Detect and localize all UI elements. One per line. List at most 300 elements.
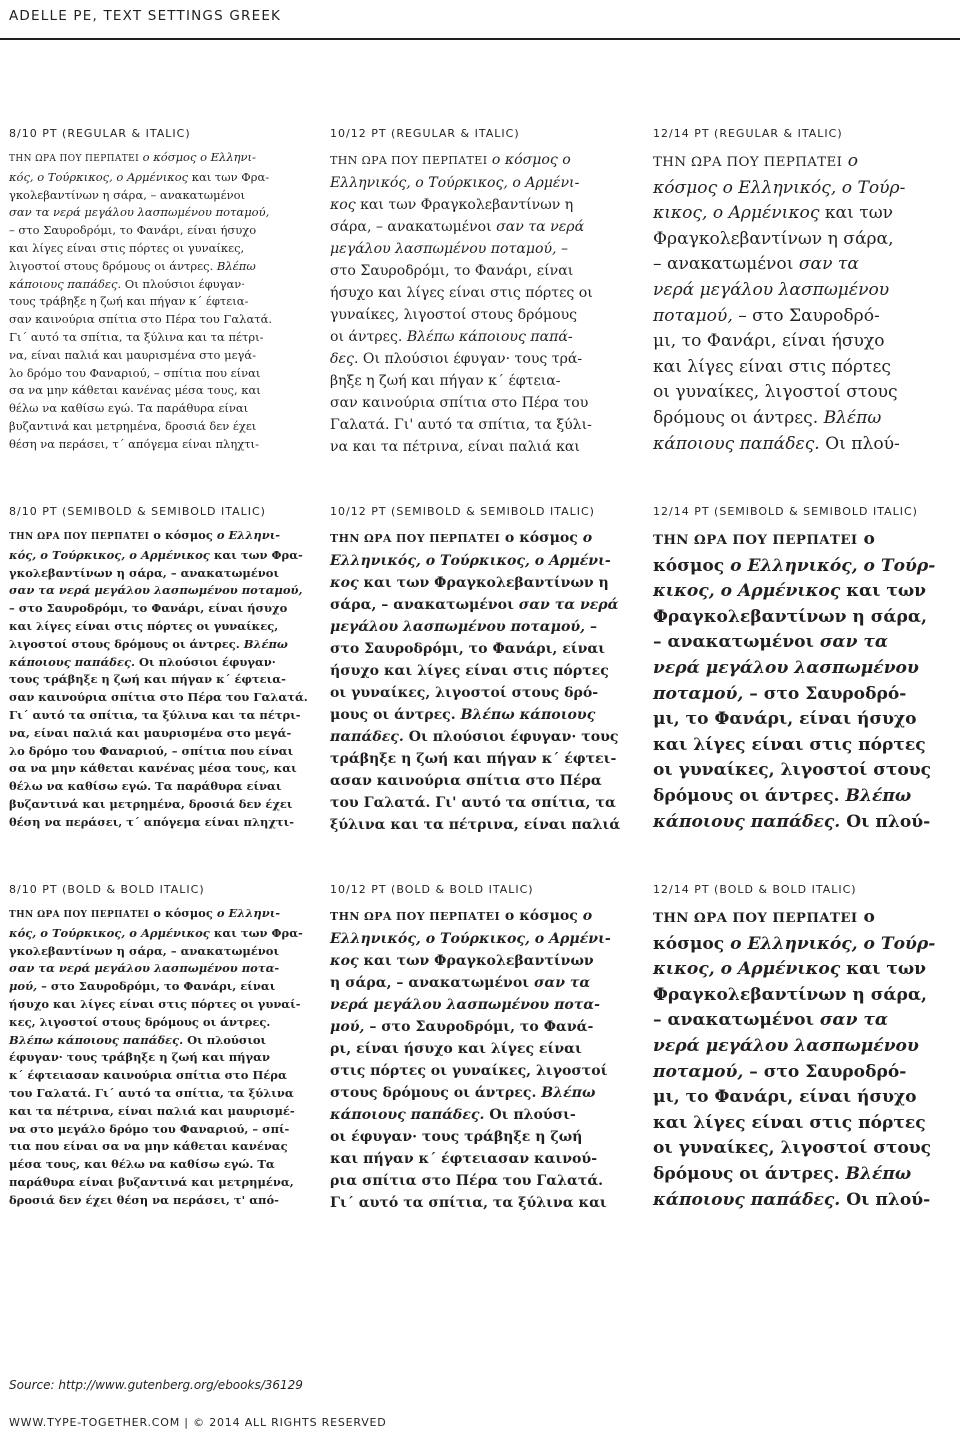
text-run: Γι΄ αυτό τα σπίτια, τα ξύλινα και τα πέτρι-: [9, 707, 301, 722]
text-run: και των: [840, 581, 927, 602]
text-run: Βλέπω κάποιους παπάδες.: [9, 1032, 184, 1047]
text-run: σαν τα: [819, 632, 889, 653]
text-run: Οι πλού-: [840, 811, 931, 832]
text-run: ο: [857, 907, 875, 927]
text-run: Βλέπω: [823, 407, 882, 428]
text-run: σαν καινούρια σπίτια στο Πέρα του Γαλατά.: [9, 690, 308, 705]
text-run: μι, το Φανάρι, είναι ήσυχο: [653, 709, 917, 730]
specimen-line: [9, 204, 272, 222]
specimen-line: [653, 605, 935, 631]
source-citation: Source: http://www.gutenberg.org/ebooks/36129: [9, 1378, 303, 1392]
specimen-line: [9, 618, 308, 636]
specimen-bold-12-14: [653, 883, 935, 1213]
specimen-line: [653, 554, 935, 580]
specimen-line: [9, 1085, 303, 1103]
specimen-paragraph: [653, 527, 935, 835]
text-run: και των Φραγκολεβαντίνων η: [358, 575, 609, 591]
specimen-line: [653, 1085, 935, 1111]
specimen-line: [330, 594, 620, 616]
text-run: και λίγες είναι στις πόρτες οι γυναίκες,: [9, 240, 245, 255]
text-run: κόσμος: [653, 555, 731, 576]
specimen-line: [9, 725, 308, 743]
specimen-line: [330, 792, 620, 814]
text-run: σα να μην κάθεται κανένας μέσα τους, και: [9, 761, 297, 776]
text-run: λο δρόμο του Φαναριού, – σπίτια που είναι: [9, 365, 261, 380]
specimen-line: [330, 1060, 611, 1082]
specimen-line: [9, 1192, 303, 1210]
text-run: – στο Σαυροδρόμι, το Φανά-: [364, 1019, 594, 1035]
specimen-line: [653, 1060, 935, 1086]
specimen-line: [9, 796, 308, 814]
header-rule: [0, 38, 960, 40]
specimen-line: [330, 616, 620, 638]
text-run: στο Σαυροδρόμι, το Φανάρι, είναι: [330, 263, 574, 279]
specimen-line: [330, 704, 620, 726]
specimen-line: [9, 276, 272, 294]
text-run: βυζαντινά και μετρημένα, δροσιά δεν έχει: [9, 796, 293, 811]
text-run: κικος, ο Αρμένικος: [653, 203, 820, 224]
specimen-line: [9, 365, 272, 383]
specimen-line: [9, 978, 303, 996]
text-run: κόσμος: [653, 933, 731, 954]
specimen-line: [653, 304, 905, 330]
text-run: κάποιους παπάδες.: [9, 276, 122, 291]
specimen-line: [653, 1162, 935, 1188]
text-run: – στο Σαυροδρόμι, το Φανάρι, είναι ήσυχο: [9, 601, 288, 616]
text-run: – στο Σαυροδρό-: [732, 305, 880, 326]
specimen-line: [9, 1121, 303, 1139]
text-run: στις πόρτες οι γυναίκες, λιγοστοί: [330, 1063, 608, 1079]
text-run: Οι πλού-: [819, 433, 900, 454]
specimen-line: [330, 1104, 611, 1126]
specimen-line: [9, 707, 308, 725]
text-run: τους τράβηξε η ζωή και πήγαν κ΄ έφτεια-: [9, 672, 286, 687]
specimen-line: [330, 282, 593, 304]
text-run: λιγοστοί στους δρόμους οι άντρες.: [9, 636, 244, 651]
specimen-semibold-12-14: [653, 505, 935, 835]
text-run: σάρα, – ανακατωμένοι: [330, 597, 519, 613]
text-run: ασαν καινούρια σπίτια στο Πέρα: [330, 773, 602, 789]
text-run: Βλέπω: [845, 785, 912, 806]
text-run: Βλέπω: [845, 1163, 912, 1184]
specimen-line: [9, 565, 308, 583]
text-run: ο κόσμος: [500, 908, 583, 924]
text-run: –: [556, 241, 569, 257]
specimen-line: [9, 418, 272, 436]
text-run: οι άντρες.: [330, 329, 407, 345]
text-run: τια που είναι σα να μην κάθεται κανένας: [9, 1139, 288, 1154]
text-run: ο: [842, 151, 859, 171]
text-run: θέλω να καθίσω εγώ. Τα παράθυρα είναι: [9, 779, 282, 794]
text-run: να στο μεγάλο δρόμο του Φαναριού, – σπί-: [9, 1121, 290, 1136]
text-run: – στο Σαυροδρόμι, το Φανάρι, είναι ήσυχο: [9, 223, 257, 238]
text-run: ρι, είναι ήσυχο και λίγες είναι: [330, 1041, 582, 1057]
text-run: ΤΗΝ ΩΡΑ ΠΟΥ ΠΕΡΠΑΤΕΙ: [9, 910, 150, 920]
text-run: να, είναι παλιά και μαυρισμένα στο μεγά-: [9, 725, 292, 740]
text-run: Βλέπω κάποιους: [460, 707, 596, 723]
specimen-paragraph: [330, 527, 620, 836]
text-run: κες, λιγοστοί στους δρόμους οι άντρες.: [9, 1014, 271, 1029]
text-run: οι γυναίκες, λιγοστοί στους δρό-: [330, 685, 599, 701]
specimen-line: [653, 278, 905, 304]
text-run: τους τράβηξε η ζωή και πήγαν κ΄ έφτεια-: [9, 294, 249, 309]
specimen-label: 10/12 PT (REGULAR & ITALIC): [330, 127, 520, 140]
specimen-paragraph: [653, 905, 935, 1213]
text-run: Οι πλού-: [840, 1189, 931, 1210]
specimen-line: [330, 172, 593, 194]
text-run: κος: [330, 953, 359, 969]
specimen-line: [653, 905, 935, 932]
specimen-line: [653, 810, 935, 836]
specimen-line: [653, 579, 935, 605]
specimen-line: [9, 169, 272, 187]
text-run: ΤΗΝ ΩΡΑ ΠΟΥ ΠΕΡΠΑΤΕΙ: [9, 532, 150, 542]
specimen-paragraph: [9, 527, 308, 832]
specimen-line: [653, 406, 905, 432]
text-run: ο κόσμος: [149, 528, 217, 542]
text-run: να, είναι παλιά και μαυρισμένα στο μεγά-: [9, 347, 257, 362]
specimen-line: [653, 932, 935, 958]
specimen-line: [9, 382, 272, 400]
specimen-line: [330, 1038, 611, 1060]
text-run: ο κόσμος ο Ελληνι-: [139, 150, 256, 164]
text-run: σαν τα: [819, 1010, 889, 1031]
text-run: και των Φραγκολεβαντίνων: [358, 953, 594, 969]
specimen-line: [653, 707, 935, 733]
text-run: Φραγκολεβαντίνων η σάρα,: [653, 984, 927, 1005]
text-run: Φραγκολεβαντίνων η σάρα,: [653, 606, 927, 627]
text-run: και των: [840, 959, 927, 980]
text-run: ποταμού,: [653, 305, 733, 326]
text-run: γκολεβαντίνων η σάρα, – ανακατωμένοι: [9, 187, 245, 202]
text-run: ο κόσμος: [149, 906, 217, 920]
text-run: μέσα τους, και θέλω να καθίσω εγώ. Τα: [9, 1157, 275, 1172]
specimen-line: [653, 252, 905, 278]
specimen-line: [330, 638, 620, 660]
text-run: νερά μεγάλου λασπωμένου: [653, 1035, 919, 1056]
specimen-line: [653, 1111, 935, 1137]
specimen-line: [330, 149, 593, 172]
text-run: οι γυναίκες, λιγοστοί στους: [653, 382, 898, 403]
specimen-line: [9, 1138, 303, 1156]
specimen-line: [9, 329, 272, 347]
text-run: οι έφυγαν· τους τράβηξε η ζωή: [330, 1129, 583, 1145]
specimen-line: [653, 201, 905, 227]
text-run: Οι πλούσιοι έφυγαν· τους: [403, 729, 619, 745]
specimen-paragraph: [9, 149, 272, 454]
text-run: δροσιά δεν έχει θέση να περάσει, τ' από-: [9, 1192, 279, 1207]
specimen-bold-8-10: [9, 883, 303, 1210]
specimen-label: 12/14 PT (REGULAR & ITALIC): [653, 127, 843, 140]
text-run: και των Φρα-: [209, 547, 303, 562]
specimen-line: [9, 778, 308, 796]
specimen-line: [9, 582, 308, 600]
specimen-line: [330, 304, 593, 326]
specimen-paragraph: [330, 149, 593, 458]
text-run: και λίγες είναι στις πόρτες: [653, 356, 891, 377]
specimen-line: [9, 547, 308, 565]
text-run: – ανακατωμένοι: [653, 1010, 820, 1031]
specimen-line: [330, 748, 620, 770]
text-run: σαν τα νερά μεγάλου λασπωμένου ποταμού,: [9, 583, 303, 598]
text-run: μεγάλου λασπωμένου ποταμού,: [330, 619, 586, 635]
text-run: ποταμού,: [653, 1061, 744, 1082]
text-run: – ανακατωμένοι: [653, 254, 799, 275]
text-run: παπάδες.: [330, 729, 404, 745]
specimen-line: [330, 550, 620, 572]
text-run: κός, ο Τούρκικος, ο Αρμένικος: [9, 169, 189, 184]
text-run: θέση να περάσει, τ΄ απόγεμα είναι πληχτι-: [9, 436, 259, 451]
specimen-label: 12/14 PT (SEMIBOLD & SEMIBOLD ITALIC): [653, 505, 918, 518]
specimen-line: [9, 760, 308, 778]
text-run: ΤΗΝ ΩΡΑ ΠΟΥ ΠΕΡΠΑΤΕΙ: [330, 154, 488, 167]
specimen-label: 8/10 PT (BOLD & BOLD ITALIC): [9, 883, 205, 896]
text-run: ο Ελληνικός, ο Τούρ-: [730, 933, 936, 954]
specimen-line: [9, 1032, 303, 1050]
specimen-label: 10/12 PT (BOLD & BOLD ITALIC): [330, 883, 534, 896]
text-run: μι, το Φανάρι, είναι ήσυχο: [653, 1087, 917, 1108]
specimen-line: [330, 1148, 611, 1170]
specimen-line: [9, 996, 303, 1014]
text-run: δες.: [330, 351, 359, 367]
specimen-line: [330, 348, 593, 370]
text-run: Βλέπω κάποιους παπά-: [406, 329, 573, 345]
text-run: σαν τα: [798, 254, 859, 275]
text-run: κόσμος ο Ελληνικός, ο Τούρ-: [653, 177, 906, 198]
specimen-line: [9, 814, 308, 832]
specimen-line: [9, 347, 272, 365]
text-run: σα να μην κάθεται κανένας μέσα τους, και: [9, 383, 261, 398]
text-run: Βλέπω: [216, 258, 256, 273]
text-run: κός, ο Τούρκικος, ο Αρμένικος: [9, 925, 210, 940]
text-run: κάποιους παπάδες.: [653, 433, 820, 454]
specimen-line: [653, 957, 935, 983]
text-run: οι γυναίκες, λιγοστοί στους: [653, 760, 932, 781]
text-run: ΤΗΝ ΩΡΑ ΠΟΥ ΠΕΡΠΑΤΕΙ: [653, 910, 858, 926]
text-run: και λίγες είναι στις πόρτες οι γυναίκες,: [9, 618, 279, 633]
text-run: ο: [857, 529, 875, 549]
specimen-paragraph: [330, 905, 611, 1214]
text-run: και λίγες είναι στις πόρτες: [653, 734, 926, 755]
text-run: ξύλινα και τα πέτρινα, είναι παλιά: [330, 817, 621, 833]
specimen-line: [9, 654, 308, 672]
text-run: λιγοστοί στους δρόμους οι άντρες.: [9, 258, 217, 273]
text-run: κικος, ο Αρμένικος: [653, 959, 841, 980]
text-run: ρια σπίτια στο Πέρα του Γαλατά.: [330, 1173, 604, 1189]
text-run: γκολεβαντίνων η σάρα, – ανακατωμένοι: [9, 943, 280, 958]
specimen-line: [330, 950, 611, 972]
specimen-line: [653, 784, 935, 810]
text-run: Ελληνικός, ο Τούρκικος, ο Αρμένι-: [330, 931, 611, 947]
specimen-line: [653, 983, 935, 1009]
text-run: Γι΄ αυτό τα σπίτια, τα ξύλινα και τα πέτρι-: [9, 329, 264, 344]
text-run: θέλω να καθίσω εγώ. Τα παράθυρα είναι: [9, 401, 249, 416]
text-run: μεγάλου λασπωμένου ποταμού,: [330, 241, 557, 257]
text-run: δρόμους οι άντρες.: [653, 407, 824, 428]
text-run: μους οι άντρες.: [330, 707, 461, 723]
text-run: – στο Σαυροδρόμι, το Φανάρι, είναι: [37, 979, 276, 994]
specimen-line: [9, 671, 308, 689]
specimen-paragraph: [9, 905, 303, 1210]
text-run: ΤΗΝ ΩΡΑ ΠΟΥ ΠΕΡΠΑΤΕΙ: [330, 532, 500, 545]
specimen-line: [330, 370, 593, 392]
text-run: Οι πλούσιοι: [183, 1032, 267, 1047]
specimen-bold-10-12: [330, 883, 611, 1214]
specimen-regular-8-10: [9, 127, 272, 454]
specimen-line: [9, 1067, 303, 1085]
specimen-line: [653, 1008, 935, 1034]
specimen-line: [330, 326, 593, 348]
text-run: Ελληνικός, ο Τούρκικος, ο Αρμένι-: [330, 175, 580, 191]
specimen-line: [330, 527, 620, 550]
specimen-line: [9, 943, 303, 961]
text-run: Γαλατά. Γι' αυτό τα σπίτια, τα ξύλι-: [330, 417, 592, 433]
text-run: Ελληνικός, ο Τούρκικος, ο Αρμένι-: [330, 553, 611, 569]
specimen-line: [330, 928, 611, 950]
text-run: ο κόσμος: [500, 530, 583, 546]
specimen-label: 12/14 PT (BOLD & BOLD ITALIC): [653, 883, 857, 896]
specimen-line: [9, 187, 272, 205]
specimen-line: [653, 380, 905, 406]
text-run: σαν καινούρια σπίτια στο Πέρα του Γαλατά.: [9, 312, 273, 327]
text-run: κος: [330, 575, 359, 591]
specimen-line: [653, 329, 905, 355]
text-run: – στο Σαυροδρό-: [743, 683, 907, 704]
text-run: γυναίκες, λιγοστοί στους δρόμους: [330, 307, 578, 323]
text-run: Οι πλούσι-: [484, 1107, 576, 1123]
specimen-regular-10-12: [330, 127, 593, 458]
specimen-semibold-10-12: [330, 505, 620, 836]
text-run: κάποιους παπάδες.: [330, 1107, 485, 1123]
text-run: σαν τα νερά μεγάλου λασπωμένου ποταμού,: [9, 205, 270, 220]
text-run: κάποιους παπάδες.: [653, 1189, 841, 1210]
specimen-line: [9, 293, 272, 311]
specimen-line: [9, 1014, 303, 1032]
specimen-line: [9, 527, 308, 547]
specimen-line: [330, 814, 620, 836]
text-run: νερά μεγάλου λασπωμένου: [653, 279, 890, 300]
specimen-line: [330, 972, 611, 994]
specimen-line: [9, 743, 308, 761]
specimen-line: [330, 572, 620, 594]
specimen-line: [653, 630, 935, 656]
text-run: σαν τα νερά: [518, 597, 619, 613]
specimen-line: [653, 682, 935, 708]
text-run: ΤΗΝ ΩΡΑ ΠΟΥ ΠΕΡΠΑΤΕΙ: [653, 155, 843, 170]
text-run: σάρα, – ανακατωμένοι: [330, 219, 497, 235]
specimen-line: [330, 994, 611, 1016]
specimen-line: [9, 436, 272, 454]
text-run: γκολεβαντίνων η σάρα, – ανακατωμένοι: [9, 565, 280, 580]
text-run: κικος, ο Αρμένικος: [653, 581, 841, 602]
text-run: η σάρα, – ανακατωμένοι: [330, 975, 534, 991]
specimen-line: [9, 222, 272, 240]
specimen-line: [330, 216, 593, 238]
specimen-line: [9, 689, 308, 707]
specimen-line: [9, 258, 272, 276]
text-run: ΤΗΝ ΩΡΑ ΠΟΥ ΠΕΡΠΑΤΕΙ: [9, 154, 140, 164]
specimen-line: [330, 1082, 611, 1104]
text-run: κάποιους παπάδες.: [653, 811, 841, 832]
specimen-line: [653, 1188, 935, 1214]
specimen-line: [653, 176, 905, 202]
text-run: ο: [582, 908, 593, 924]
text-run: δρόμους οι άντρες.: [653, 785, 846, 806]
text-run: Φραγκολεβαντίνων η σάρα,: [653, 228, 894, 249]
specimen-line: [653, 355, 905, 381]
text-run: θέση να περάσει, τ΄ απόγεμα είναι πληχτι-: [9, 814, 295, 829]
text-run: δρόμους οι άντρες.: [653, 1163, 846, 1184]
text-run: νερά μεγάλου λασπωμένου ποτα-: [330, 997, 600, 1013]
text-run: Οι πλούσιοι έφυγαν· τους τρά-: [358, 351, 583, 367]
specimen-line: [9, 311, 272, 329]
text-run: οι γυναίκες, λιγοστοί στους: [653, 1138, 932, 1159]
text-run: ήσυχο και λίγες είναι στις πόρτες: [330, 663, 609, 679]
specimen-line: [9, 600, 308, 618]
text-run: ήσυχο και λίγες είναι στις πόρτες οι γυναί-: [9, 996, 301, 1011]
specimen-line: [330, 194, 593, 216]
text-run: στους δρόμους οι άντρες.: [330, 1085, 542, 1101]
specimen-semibold-8-10: [9, 505, 308, 832]
specimen-line: [330, 682, 620, 704]
specimen-line: [9, 400, 272, 418]
specimen-line: [9, 149, 272, 169]
specimen-line: [653, 1136, 935, 1162]
specimen-line: [9, 240, 272, 258]
text-run: κάποιους παπάδες.: [9, 654, 135, 669]
specimen-line: [9, 1049, 303, 1067]
text-run: βυζαντινά και μετρημένα, δροσιά δεν έχει: [9, 418, 257, 433]
text-run: και των Φραγκολεβαντίνων η: [355, 197, 574, 213]
text-run: και λίγες είναι στις πόρτες: [653, 1112, 926, 1133]
text-run: του Γαλατά. Γι' αυτό τα σπίτια, τα: [330, 795, 616, 811]
text-run: ΤΗΝ ΩΡΑ ΠΟΥ ΠΕΡΠΑΤΕΙ: [330, 910, 500, 923]
text-run: και των: [819, 203, 894, 224]
text-run: μού,: [9, 979, 38, 994]
specimen-line: [653, 227, 905, 253]
text-run: Βλέπω: [541, 1085, 596, 1101]
specimen-line: [9, 1174, 303, 1192]
text-run: Βλέπω: [243, 636, 288, 651]
specimen-line: [9, 636, 308, 654]
text-run: Γι΄ αυτό τα σπίτια, τα ξύλινα και: [330, 1195, 607, 1211]
text-run: παράθυρα είναι βυζαντινά και μετρημένα,: [9, 1174, 294, 1189]
text-run: βηξε η ζωή και πήγαν κ΄ έφτεια-: [330, 373, 561, 389]
text-run: και των Φρα-: [209, 925, 303, 940]
specimen-line: [330, 726, 620, 748]
text-run: μού,: [330, 1019, 365, 1035]
text-run: και των Φρα-: [188, 169, 270, 184]
specimen-line: [330, 436, 593, 458]
text-run: σαν τα νερά μεγάλου λασπωμένου ποτα-: [9, 961, 280, 976]
text-run: Οι πλούσιοι έφυγαν·: [134, 654, 276, 669]
specimen-regular-12-14: [653, 127, 905, 457]
specimen-line: [9, 925, 303, 943]
specimen-label: 10/12 PT (SEMIBOLD & SEMIBOLD ITALIC): [330, 505, 595, 518]
text-run: και τα πέτρινα, είναι παλιά και μαυρισμέ-: [9, 1103, 295, 1118]
specimen-line: [9, 960, 303, 978]
text-run: έφυγαν· τους τράβηξε η ζωή και πήγαν: [9, 1050, 270, 1065]
text-run: νερά μεγάλου λασπωμένου: [653, 657, 919, 678]
text-run: – ανακατωμένοι: [653, 632, 820, 653]
text-run: –: [585, 619, 598, 635]
specimen-line: [653, 149, 905, 176]
text-run: στο Σαυροδρόμι, το Φανάρι, είναι: [330, 641, 606, 657]
specimen-line: [330, 660, 620, 682]
text-run: ήσυχο και λίγες είναι στις πόρτες οι: [330, 285, 593, 301]
text-run: σαν τα: [533, 975, 591, 991]
specimen-line: [653, 733, 935, 759]
